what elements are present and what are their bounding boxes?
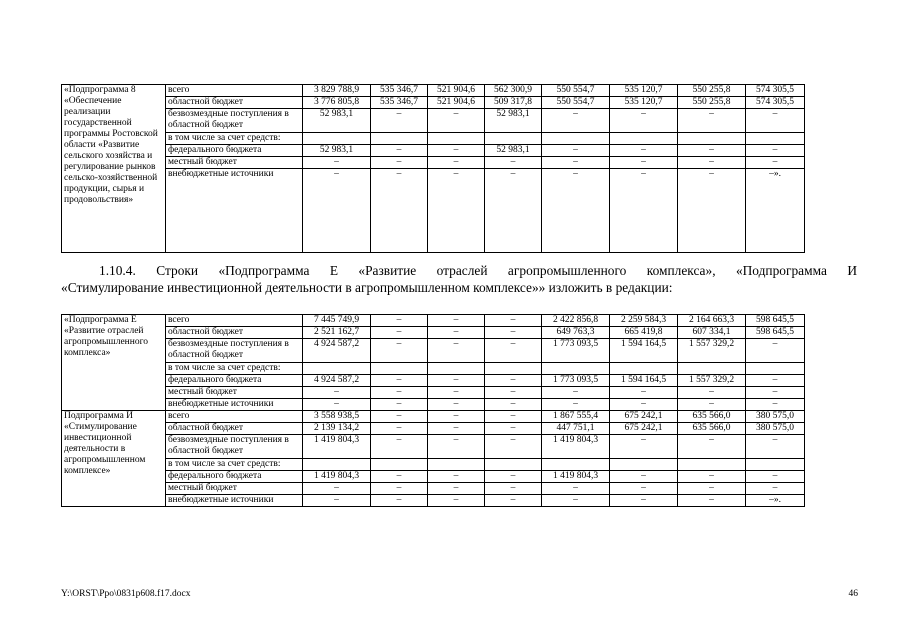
table-row	[62, 387, 805, 399]
amount-cell: –	[303, 169, 371, 253]
table-row	[62, 363, 805, 375]
amount-cell: 574 305,5	[746, 85, 805, 97]
amount-cell: 535 346,7	[371, 97, 428, 109]
amount-cell: 665 419,8	[610, 327, 678, 339]
table-row	[62, 399, 805, 411]
amount-cell: 649 763,3	[542, 327, 610, 339]
funding-source-label: безвозмездные поступления в областной бюджет	[166, 109, 303, 133]
amount-cell: 1 594 164,5	[610, 375, 678, 387]
amount-cell: –	[371, 399, 428, 411]
amount-cell: –	[610, 435, 678, 459]
amount-cell: 550 554,7	[542, 97, 610, 109]
funding-source-label: безвозмездные поступления в областной бюджет	[166, 435, 303, 459]
table-row	[62, 375, 805, 387]
amount-cell: –	[542, 109, 610, 133]
amount-cell: –	[746, 399, 805, 411]
amount-cell: –	[485, 375, 542, 387]
amount-cell: 521 904,6	[428, 85, 485, 97]
amount-cell: –	[746, 157, 805, 169]
amount-cell: –	[678, 145, 746, 157]
amount-cell: 1 773 093,5	[542, 339, 610, 363]
table-row	[62, 85, 805, 97]
amount-cell	[746, 459, 805, 471]
amount-cell: –	[428, 315, 485, 327]
amount-cell: –	[428, 169, 485, 253]
amount-cell: 52 983,1	[303, 145, 371, 157]
amount-cell: –	[542, 495, 610, 507]
funding-source-label: всего	[166, 315, 303, 327]
amount-cell: –	[746, 387, 805, 399]
amount-cell: –	[485, 483, 542, 495]
amendment-paragraph	[61, 262, 857, 296]
funding-source-label: внебюджетные источники	[166, 399, 303, 411]
amount-cell: –	[428, 375, 485, 387]
amount-cell	[303, 459, 371, 471]
table-row	[62, 339, 805, 363]
amount-cell: 1 419 804,3	[303, 435, 371, 459]
amount-cell: 1 557 329,2	[678, 375, 746, 387]
amount-cell	[371, 459, 428, 471]
amount-cell: 4 924 587,2	[303, 339, 371, 363]
amount-cell	[610, 363, 678, 375]
amount-cell	[610, 133, 678, 145]
amount-cell: –	[371, 387, 428, 399]
amount-cell: 635 566,0	[678, 423, 746, 435]
amount-cell: –	[542, 483, 610, 495]
amount-cell: –	[303, 483, 371, 495]
amount-cell: 574 305,5	[746, 97, 805, 109]
amount-cell: –	[678, 109, 746, 133]
amount-cell: 607 334,1	[678, 327, 746, 339]
amount-cell: –	[746, 471, 805, 483]
amount-cell: 3 558 938,5	[303, 411, 371, 423]
table-row	[62, 133, 805, 145]
amount-cell: 1 773 093,5	[542, 375, 610, 387]
amount-cell: 1 419 804,3	[542, 471, 610, 483]
amount-cell: 675 242,1	[610, 423, 678, 435]
amount-cell: –	[485, 435, 542, 459]
amount-cell: –	[485, 471, 542, 483]
funding-source-label: в том числе за счет средств:	[166, 133, 303, 145]
amount-cell: –	[371, 315, 428, 327]
amount-cell: 2 521 162,7	[303, 327, 371, 339]
amount-cell: –	[678, 157, 746, 169]
amount-cell: –	[746, 339, 805, 363]
funding-source-label: внебюджетные источники	[166, 169, 303, 253]
amount-cell	[428, 133, 485, 145]
amount-cell: –	[371, 169, 428, 253]
amount-cell	[542, 133, 610, 145]
amount-cell: 1 594 164,5	[610, 339, 678, 363]
table-row	[62, 169, 805, 253]
amount-cell: –	[428, 399, 485, 411]
amount-cell: –	[485, 495, 542, 507]
amount-cell: 550 255,8	[678, 85, 746, 97]
amount-cell: –	[428, 145, 485, 157]
amount-cell: –	[428, 157, 485, 169]
page-number: 46	[848, 589, 858, 599]
amount-cell: 3 776 805,8	[303, 97, 371, 109]
amount-cell: 52 983,1	[303, 109, 371, 133]
amount-cell: –	[371, 109, 428, 133]
funding-source-label: областной бюджет	[166, 423, 303, 435]
amount-cell: –	[428, 435, 485, 459]
amount-cell: –».	[746, 495, 805, 507]
amount-cell: 3 829 788,9	[303, 85, 371, 97]
subprogram-name: «Подпрограмма 8 «Обеспечение реализации государственной программы Ростовской области «Развитие сельского хозяйства и регулирование рынков сельско-хозяйственной продукции, сырья и продовольствия»	[62, 85, 166, 253]
amount-cell: –	[371, 327, 428, 339]
amount-cell: 447 751,1	[542, 423, 610, 435]
amount-cell: 598 645,5	[746, 315, 805, 327]
amount-cell	[746, 133, 805, 145]
amount-cell: 4 924 587,2	[303, 375, 371, 387]
amount-cell: –	[542, 157, 610, 169]
amount-cell: –	[746, 435, 805, 459]
amount-cell: –	[485, 157, 542, 169]
amount-cell: 562 300,9	[485, 85, 542, 97]
funding-source-label: в том числе за счет средств:	[166, 363, 303, 375]
amount-cell: –	[303, 157, 371, 169]
amount-cell: –	[610, 399, 678, 411]
amount-cell: –	[371, 483, 428, 495]
amount-cell: –	[610, 157, 678, 169]
amount-cell: 535 120,7	[610, 85, 678, 97]
amount-cell: –	[303, 399, 371, 411]
amount-cell: –	[303, 387, 371, 399]
amount-cell: 1 419 804,3	[303, 471, 371, 483]
amount-cell: 1 867 555,4	[542, 411, 610, 423]
subprogram-name: Подпрограмма И «Стимулирование инвестиционной деятельности в агропромышленном комплексе»	[62, 411, 166, 507]
amount-cell: 521 904,6	[428, 97, 485, 109]
amount-cell: –	[371, 145, 428, 157]
table-row	[62, 97, 805, 109]
amount-cell	[542, 459, 610, 471]
amount-cell: –	[485, 169, 542, 253]
amount-cell: –	[485, 423, 542, 435]
amount-cell: –	[610, 483, 678, 495]
amount-cell	[428, 363, 485, 375]
amount-cell: –	[678, 387, 746, 399]
funding-source-label: областной бюджет	[166, 97, 303, 109]
amount-cell: –	[303, 495, 371, 507]
amount-cell: –	[485, 315, 542, 327]
amount-cell: 635 566,0	[678, 411, 746, 423]
funding-source-label: безвозмездные поступления в областной бюджет	[166, 339, 303, 363]
funding-source-label: внебюджетные источники	[166, 495, 303, 507]
amount-cell: –	[428, 471, 485, 483]
table-row	[62, 327, 805, 339]
amount-cell	[371, 363, 428, 375]
amount-cell: –	[610, 169, 678, 253]
amount-cell	[303, 133, 371, 145]
amount-cell: –	[428, 483, 485, 495]
amount-cell: –	[485, 399, 542, 411]
funding-source-label: местный бюджет	[166, 157, 303, 169]
subprogram-name: «Подпрограмма Е «Развитие отраслей агропромышленного комплекса»	[62, 315, 166, 411]
funding-source-label: федерального бюджета	[166, 471, 303, 483]
amount-cell: –	[485, 411, 542, 423]
amount-cell	[371, 133, 428, 145]
amount-cell: 675 242,1	[610, 411, 678, 423]
amount-cell: –	[678, 399, 746, 411]
amount-cell: –	[485, 327, 542, 339]
table-row	[62, 423, 805, 435]
amount-cell: –	[610, 471, 678, 483]
amount-cell: –	[428, 495, 485, 507]
paragraph-line-1: 1.10.4. Строки «Подпрограмма Е «Развитие отраслей агропромышленного комплекса», «Подпрограмма И	[99, 263, 857, 278]
amount-cell: –	[371, 375, 428, 387]
amount-cell: 2 259 584,3	[610, 315, 678, 327]
amount-cell: –	[542, 387, 610, 399]
funding-source-label: всего	[166, 85, 303, 97]
amount-cell: 535 346,7	[371, 85, 428, 97]
funding-source-label: областной бюджет	[166, 327, 303, 339]
amount-cell	[428, 459, 485, 471]
amount-cell: 2 139 134,2	[303, 423, 371, 435]
amount-cell	[678, 363, 746, 375]
amount-cell: 2 164 663,3	[678, 315, 746, 327]
amount-cell: –	[746, 375, 805, 387]
amount-cell	[678, 133, 746, 145]
table-row	[62, 435, 805, 459]
amount-cell: 52 983,1	[485, 145, 542, 157]
amount-cell: –	[542, 145, 610, 157]
amount-cell	[746, 363, 805, 375]
funding-source-label: в том числе за счет средств:	[166, 459, 303, 471]
amount-cell	[542, 363, 610, 375]
amount-cell: –	[746, 483, 805, 495]
amount-cell: 1 419 804,3	[542, 435, 610, 459]
paragraph-line-2: «Стимулирование инвестиционной деятельности в агропромышленном комплексе»» изложить в редакции:	[61, 280, 673, 295]
funding-source-label: местный бюджет	[166, 483, 303, 495]
funding-source-label: федерального бюджета	[166, 145, 303, 157]
amount-cell: –	[371, 471, 428, 483]
amount-cell: –	[746, 109, 805, 133]
amount-cell: –	[371, 157, 428, 169]
amount-cell: 380 575,0	[746, 423, 805, 435]
amount-cell: –	[428, 339, 485, 363]
table-row	[62, 459, 805, 471]
amount-cell: –	[678, 495, 746, 507]
amount-cell: –	[428, 411, 485, 423]
amount-cell: 1 557 329,2	[678, 339, 746, 363]
amount-cell: 7 445 749,9	[303, 315, 371, 327]
amount-cell	[678, 459, 746, 471]
table-row	[62, 145, 805, 157]
amount-cell: 598 645,5	[746, 327, 805, 339]
budget-table-subprogram-8	[61, 84, 805, 253]
table-row	[62, 483, 805, 495]
amount-cell	[303, 363, 371, 375]
funding-source-label: местный бюджет	[166, 387, 303, 399]
amount-cell: 2 422 856,8	[542, 315, 610, 327]
table-row	[62, 157, 805, 169]
amount-cell: –	[610, 387, 678, 399]
amount-cell: 380 575,0	[746, 411, 805, 423]
amount-cell: –	[428, 327, 485, 339]
table-row	[62, 315, 805, 327]
amount-cell: –	[485, 339, 542, 363]
amount-cell	[485, 459, 542, 471]
table-row	[62, 471, 805, 483]
amount-cell: –	[371, 495, 428, 507]
funding-source-label: федерального бюджета	[166, 375, 303, 387]
amount-cell: 52 983,1	[485, 109, 542, 133]
amount-cell: –	[371, 339, 428, 363]
amount-cell: –	[371, 411, 428, 423]
amount-cell: –	[428, 387, 485, 399]
amount-cell	[485, 363, 542, 375]
amount-cell	[485, 133, 542, 145]
amount-cell: –	[485, 387, 542, 399]
table-row	[62, 411, 805, 423]
amount-cell: –	[371, 435, 428, 459]
amount-cell: 509 317,8	[485, 97, 542, 109]
amount-cell: –».	[746, 169, 805, 253]
amount-cell: 535 120,7	[610, 97, 678, 109]
amount-cell: –	[678, 471, 746, 483]
amount-cell: –	[428, 423, 485, 435]
amount-cell: –	[610, 109, 678, 133]
amount-cell: 550 255,8	[678, 97, 746, 109]
budget-table-subprograms-e-i	[61, 314, 805, 507]
amount-cell: –	[371, 423, 428, 435]
amount-cell: –	[542, 169, 610, 253]
amount-cell: –	[678, 435, 746, 459]
table-row	[62, 495, 805, 507]
amount-cell: –	[610, 145, 678, 157]
amount-cell: 550 554,7	[542, 85, 610, 97]
table-row	[62, 109, 805, 133]
amount-cell: –	[610, 495, 678, 507]
amount-cell: –	[428, 109, 485, 133]
funding-source-label: всего	[166, 411, 303, 423]
amount-cell: –	[746, 145, 805, 157]
amount-cell: –	[678, 483, 746, 495]
amount-cell	[610, 459, 678, 471]
amount-cell: –	[542, 399, 610, 411]
document-file-path: Y:\ORST\Ppo\0831p608.f17.docx	[61, 589, 191, 599]
amount-cell: –	[678, 169, 746, 253]
